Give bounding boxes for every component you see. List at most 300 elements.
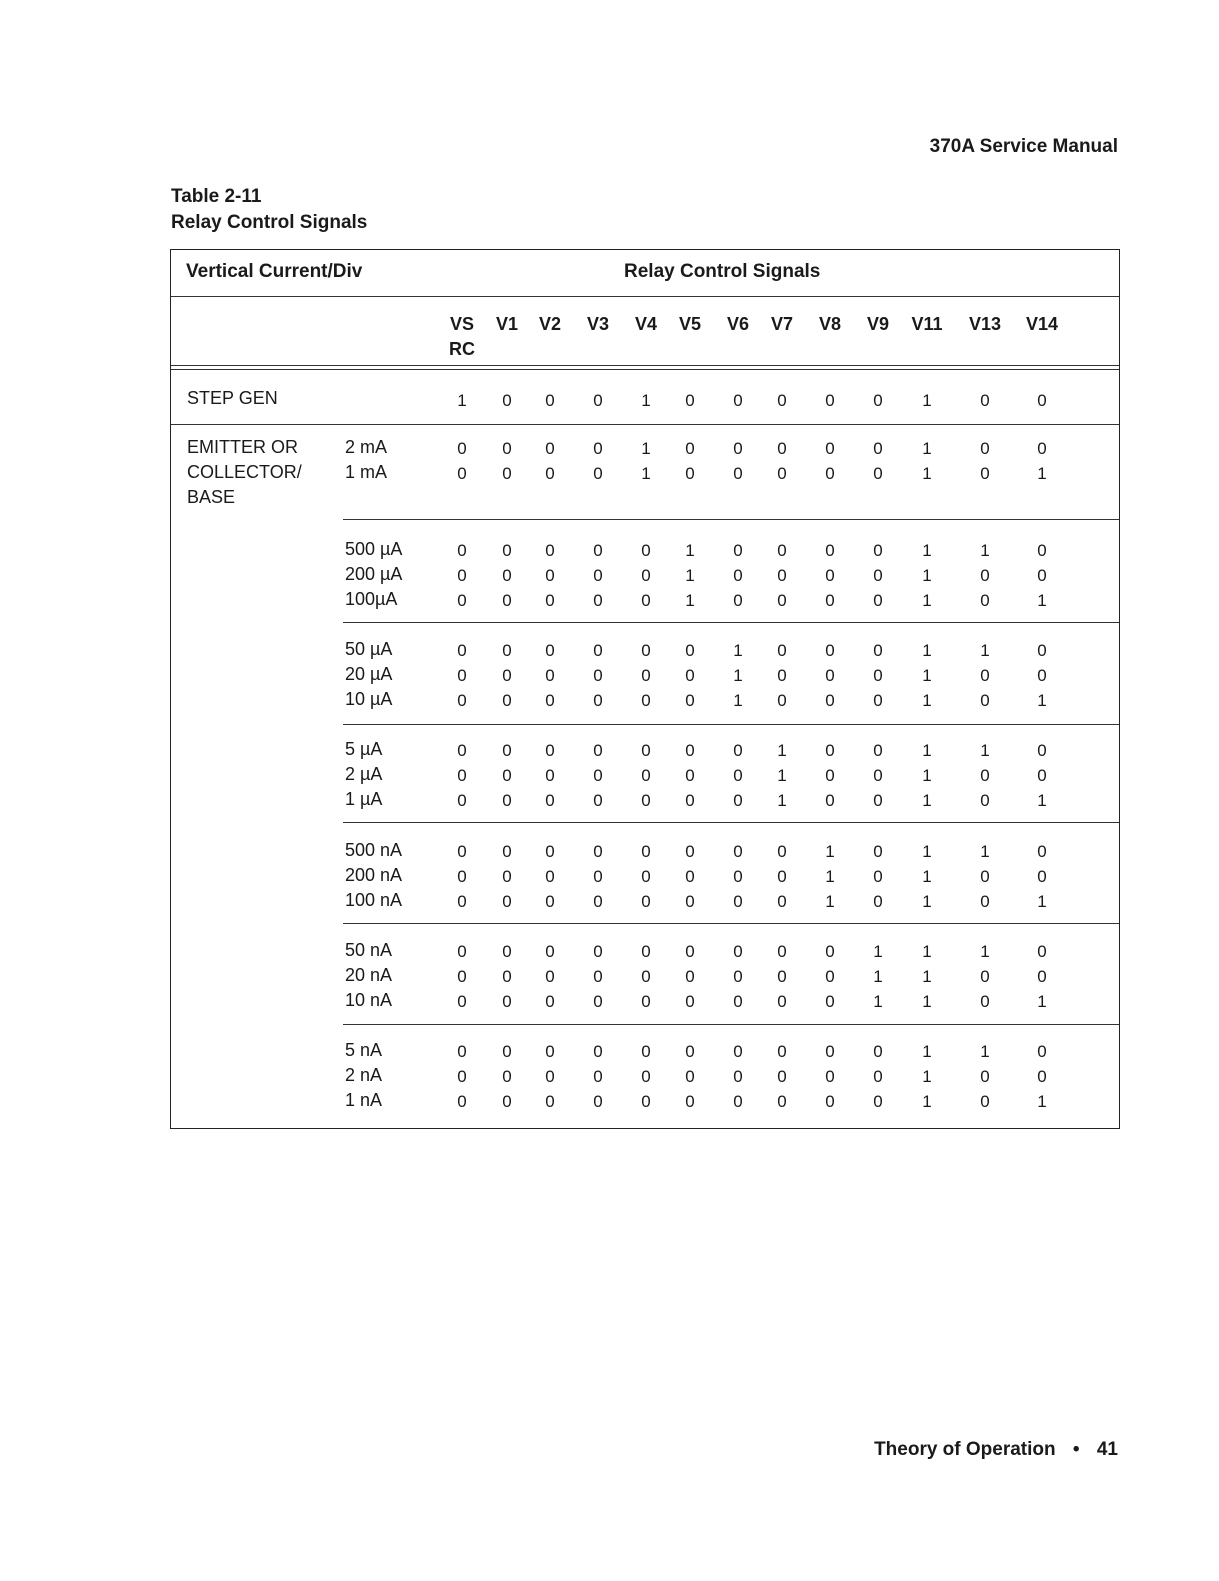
table-cell: 0 bbox=[685, 967, 695, 986]
table-cell: 1 bbox=[733, 691, 743, 710]
relay-control-table bbox=[170, 249, 1120, 1129]
table-cell: 0 bbox=[641, 867, 651, 886]
table-cell: 0 bbox=[502, 942, 512, 961]
current-range-label: 1 µA bbox=[345, 789, 383, 809]
table-cell: 0 bbox=[457, 992, 467, 1011]
column-header-line: V7 bbox=[770, 314, 794, 334]
current-range-label: 10 µA bbox=[345, 689, 393, 709]
table-cell: 0 bbox=[1037, 741, 1047, 760]
table-cell: 0 bbox=[777, 439, 787, 458]
table-cell: 0 bbox=[777, 591, 787, 610]
table-cell: 0 bbox=[825, 741, 835, 760]
current-range-label: 20 nA bbox=[345, 965, 393, 985]
current-range-label: 50 nA bbox=[345, 940, 393, 960]
table-cell: 1 bbox=[922, 1092, 932, 1111]
column-header-v14 bbox=[1017, 312, 1067, 337]
current-range-label: 100 nA bbox=[345, 890, 403, 910]
table-cell: 0 bbox=[1037, 439, 1047, 458]
table-cell: 1 bbox=[922, 842, 932, 861]
manual-title: 370A Service Manual bbox=[929, 136, 1118, 157]
table-cell: 0 bbox=[825, 666, 835, 685]
table-cell: 0 bbox=[685, 741, 695, 760]
table-cell: 0 bbox=[825, 1067, 835, 1086]
table-cell: 0 bbox=[641, 666, 651, 685]
table-cell: 0 bbox=[685, 1067, 695, 1086]
table-cell: 0 bbox=[593, 391, 603, 410]
table-cell: 0 bbox=[1037, 391, 1047, 410]
table-cell: 0 bbox=[641, 741, 651, 760]
table-cell: 0 bbox=[873, 842, 883, 861]
group-divider bbox=[343, 519, 1119, 520]
table-cell: 0 bbox=[545, 967, 555, 986]
table-cell: 0 bbox=[685, 1092, 695, 1111]
table-cell: 0 bbox=[825, 942, 835, 961]
table-cell: 0 bbox=[593, 1067, 603, 1086]
table-cell: 1 bbox=[733, 666, 743, 685]
table-cell: 0 bbox=[873, 641, 883, 660]
table-cell: 0 bbox=[1037, 666, 1047, 685]
table-cell: 0 bbox=[777, 691, 787, 710]
table-cell: 0 bbox=[873, 867, 883, 886]
table-cell: 0 bbox=[641, 1067, 651, 1086]
table-cell: 0 bbox=[502, 1042, 512, 1061]
table-cell: 0 bbox=[825, 967, 835, 986]
table-cell: 0 bbox=[457, 741, 467, 760]
table-cell: 0 bbox=[733, 867, 743, 886]
table-cell: 1 bbox=[777, 741, 787, 760]
table-cell: 0 bbox=[685, 791, 695, 810]
column-header-v13 bbox=[960, 312, 1010, 337]
group-divider bbox=[343, 1024, 1119, 1025]
current-range-label: 2 nA bbox=[345, 1065, 383, 1085]
table-cell: 0 bbox=[641, 791, 651, 810]
table-cell: 0 bbox=[1037, 541, 1047, 560]
emitter-collector-base-label: EMITTER OR bbox=[187, 437, 298, 457]
table-cell: 0 bbox=[545, 791, 555, 810]
table-cell: 0 bbox=[777, 1092, 787, 1111]
table-cell: 0 bbox=[873, 591, 883, 610]
table-cell: 1 bbox=[922, 591, 932, 610]
column-header-line: V1 bbox=[495, 314, 519, 334]
current-range-label: 500 µA bbox=[345, 539, 403, 559]
table-cell: 0 bbox=[457, 439, 467, 458]
current-range-label: 1 nA bbox=[345, 1090, 383, 1110]
table-cell: 0 bbox=[685, 867, 695, 886]
table-cell: 0 bbox=[777, 942, 787, 961]
table-cell: 0 bbox=[593, 867, 603, 886]
current-range-label: 1 mA bbox=[345, 462, 388, 482]
table-cell: 0 bbox=[733, 1067, 743, 1086]
table-cell: 0 bbox=[457, 766, 467, 785]
table-cell: 0 bbox=[685, 641, 695, 660]
table-cell: 1 bbox=[1037, 464, 1047, 483]
column-header-line: V4 bbox=[634, 314, 658, 334]
table-cell: 0 bbox=[502, 791, 512, 810]
column-header-line: V5 bbox=[678, 314, 702, 334]
table-cell: 0 bbox=[777, 666, 787, 685]
table-cell: 0 bbox=[777, 992, 787, 1011]
header-divider bbox=[171, 296, 1119, 297]
table-cell: 1 bbox=[641, 464, 651, 483]
table-cell: 0 bbox=[733, 566, 743, 585]
column-header-v11 bbox=[902, 312, 952, 337]
table-cell: 0 bbox=[733, 591, 743, 610]
table-cell: 0 bbox=[1037, 1042, 1047, 1061]
table-cell: 0 bbox=[502, 641, 512, 660]
table-cell: 0 bbox=[457, 1092, 467, 1111]
table-cell: 0 bbox=[502, 1067, 512, 1086]
table-cell: 0 bbox=[873, 741, 883, 760]
table-cell: 0 bbox=[825, 992, 835, 1011]
table-cell: 1 bbox=[922, 766, 932, 785]
column-header-v3 bbox=[573, 312, 623, 337]
table-cell: 0 bbox=[777, 867, 787, 886]
column-header-line: V3 bbox=[586, 314, 610, 334]
table-cell: 1 bbox=[873, 942, 883, 961]
column-header-v6 bbox=[713, 312, 763, 337]
table-cell: 1 bbox=[922, 892, 932, 911]
table-cell: 0 bbox=[825, 464, 835, 483]
table-cell: 1 bbox=[922, 641, 932, 660]
table-cell: 0 bbox=[1037, 867, 1047, 886]
table-cell: 0 bbox=[733, 1042, 743, 1061]
table-cell: 0 bbox=[873, 1092, 883, 1111]
table-cell: 1 bbox=[685, 591, 695, 610]
current-range-label: 100µA bbox=[345, 589, 398, 609]
table-cell: 0 bbox=[502, 541, 512, 560]
table-cell: 0 bbox=[457, 566, 467, 585]
table-cell: 0 bbox=[457, 867, 467, 886]
table-cell: 0 bbox=[457, 541, 467, 560]
table-cell: 0 bbox=[545, 641, 555, 660]
table-cell: 0 bbox=[457, 1042, 467, 1061]
table-cell: 0 bbox=[980, 967, 990, 986]
table-cell: 0 bbox=[777, 892, 787, 911]
current-range-label: 2 µA bbox=[345, 764, 383, 784]
table-cell: 1 bbox=[1037, 691, 1047, 710]
table-cell: 0 bbox=[593, 464, 603, 483]
table-cell: 0 bbox=[545, 1092, 555, 1111]
table-cell: 0 bbox=[545, 942, 555, 961]
table-cell: 1 bbox=[777, 766, 787, 785]
table-cell: 0 bbox=[873, 892, 883, 911]
step-gen-divider bbox=[171, 424, 1119, 425]
table-cell: 0 bbox=[873, 791, 883, 810]
table-cell: 0 bbox=[777, 541, 787, 560]
table-cell: 0 bbox=[641, 566, 651, 585]
column-header-line: V14 bbox=[1025, 314, 1059, 334]
table-cell: 0 bbox=[545, 566, 555, 585]
column-header-v9 bbox=[853, 312, 903, 337]
current-range-label: 10 nA bbox=[345, 990, 393, 1010]
table-cell: 1 bbox=[922, 464, 932, 483]
table-cell: 0 bbox=[685, 691, 695, 710]
table-cell: 0 bbox=[593, 691, 603, 710]
table-cell: 0 bbox=[685, 892, 695, 911]
table-cell: 0 bbox=[825, 591, 835, 610]
table-cell: 0 bbox=[733, 791, 743, 810]
table-cell: 0 bbox=[685, 766, 695, 785]
table-cell: 0 bbox=[873, 666, 883, 685]
table-cell: 0 bbox=[1037, 1067, 1047, 1086]
table-cell: 0 bbox=[980, 666, 990, 685]
table-cell: 1 bbox=[457, 391, 467, 410]
table-cell: 0 bbox=[777, 842, 787, 861]
table-cell: 0 bbox=[980, 439, 990, 458]
table-cell: 0 bbox=[825, 691, 835, 710]
table-cell: 1 bbox=[1037, 791, 1047, 810]
group-divider bbox=[343, 724, 1119, 725]
table-cell: 0 bbox=[777, 1067, 787, 1086]
table-cell: 0 bbox=[593, 766, 603, 785]
table-cell: 0 bbox=[545, 766, 555, 785]
table-cell: 0 bbox=[873, 691, 883, 710]
table-cell: 1 bbox=[980, 541, 990, 560]
table-cell: 1 bbox=[980, 942, 990, 961]
table-cell: 0 bbox=[685, 1042, 695, 1061]
table-cell: 1 bbox=[1037, 992, 1047, 1011]
table-cell: 0 bbox=[502, 992, 512, 1011]
table-cell: 1 bbox=[733, 641, 743, 660]
table-cell: 0 bbox=[593, 591, 603, 610]
table-cell: 1 bbox=[922, 791, 932, 810]
table-cell: 0 bbox=[733, 464, 743, 483]
table-cell: 0 bbox=[545, 741, 555, 760]
table-cell: 1 bbox=[641, 391, 651, 410]
table-cell: 0 bbox=[733, 439, 743, 458]
table-cell: 0 bbox=[545, 591, 555, 610]
table-cell: 0 bbox=[502, 766, 512, 785]
table-cell: 0 bbox=[545, 691, 555, 710]
table-cell: 0 bbox=[641, 541, 651, 560]
table-cell: 0 bbox=[593, 641, 603, 660]
table-cell: 0 bbox=[593, 566, 603, 585]
table-cell: 0 bbox=[502, 967, 512, 986]
page-number: 41 bbox=[1096, 1439, 1118, 1460]
table-cell: 0 bbox=[457, 591, 467, 610]
column-header-line: RC bbox=[449, 339, 475, 359]
current-range-label: 200 nA bbox=[345, 865, 403, 885]
table-cell: 0 bbox=[457, 967, 467, 986]
table-cell: 1 bbox=[825, 842, 835, 861]
table-cell: 0 bbox=[545, 892, 555, 911]
page-footer bbox=[874, 1439, 1118, 1461]
table-cell: 0 bbox=[545, 464, 555, 483]
table-cell: 0 bbox=[641, 691, 651, 710]
table-cell: 1 bbox=[685, 566, 695, 585]
table-cell: 0 bbox=[545, 867, 555, 886]
table-cell: 0 bbox=[457, 641, 467, 660]
table-cell: 1 bbox=[825, 867, 835, 886]
table-cell: 0 bbox=[593, 992, 603, 1011]
table-cell: 0 bbox=[873, 439, 883, 458]
table-cell: 0 bbox=[641, 591, 651, 610]
table-cell: 0 bbox=[502, 439, 512, 458]
table-cell: 0 bbox=[825, 439, 835, 458]
table-cell: 0 bbox=[685, 439, 695, 458]
table-cell: 0 bbox=[457, 464, 467, 483]
table-cell: 0 bbox=[545, 1067, 555, 1086]
table-cell: 0 bbox=[873, 766, 883, 785]
table-title: Relay Control Signals bbox=[171, 212, 368, 233]
table-cell: 0 bbox=[825, 766, 835, 785]
table-cell: 0 bbox=[1037, 566, 1047, 585]
table-cell: 0 bbox=[685, 992, 695, 1011]
table-cell: 0 bbox=[593, 942, 603, 961]
column-header-line: V2 bbox=[538, 314, 562, 334]
column-header-divider bbox=[171, 369, 1119, 370]
table-cell: 0 bbox=[980, 791, 990, 810]
table-cell: 1 bbox=[1037, 1092, 1047, 1111]
table-cell: 0 bbox=[502, 591, 512, 610]
table-cell: 1 bbox=[825, 892, 835, 911]
table-cell: 0 bbox=[733, 967, 743, 986]
step-gen-label: STEP GEN bbox=[187, 388, 278, 408]
table-cell: 1 bbox=[1037, 892, 1047, 911]
group-divider bbox=[343, 622, 1119, 623]
table-cell: 0 bbox=[980, 391, 990, 410]
current-range-label: 500 nA bbox=[345, 840, 403, 860]
table-cell: 1 bbox=[922, 691, 932, 710]
table-cell: 1 bbox=[922, 867, 932, 886]
table-cell: 1 bbox=[980, 1042, 990, 1061]
table-cell: 1 bbox=[922, 1042, 932, 1061]
table-cell: 0 bbox=[545, 842, 555, 861]
table-cell: 0 bbox=[777, 391, 787, 410]
table-cell: 0 bbox=[1037, 942, 1047, 961]
table-cell: 0 bbox=[980, 892, 990, 911]
table-cell: 0 bbox=[733, 842, 743, 861]
table-cell: 0 bbox=[980, 591, 990, 610]
table-cell: 0 bbox=[641, 892, 651, 911]
table-cell: 0 bbox=[685, 942, 695, 961]
table-cell: 0 bbox=[593, 666, 603, 685]
table-cell: 0 bbox=[825, 791, 835, 810]
table-cell: 0 bbox=[593, 741, 603, 760]
table-cell: 1 bbox=[922, 439, 932, 458]
table-cell: 0 bbox=[641, 1042, 651, 1061]
column-header-v2 bbox=[525, 312, 575, 337]
table-cell: 0 bbox=[502, 464, 512, 483]
table-cell: 0 bbox=[980, 464, 990, 483]
column-header-divider bbox=[171, 365, 1119, 366]
table-cell: 0 bbox=[545, 391, 555, 410]
table-cell: 0 bbox=[980, 1067, 990, 1086]
table-cell: 0 bbox=[873, 464, 883, 483]
table-cell: 0 bbox=[980, 1092, 990, 1111]
table-cell: 0 bbox=[825, 1042, 835, 1061]
table-cell: 1 bbox=[641, 439, 651, 458]
table-cell: 0 bbox=[457, 842, 467, 861]
table-cell: 0 bbox=[825, 541, 835, 560]
table-cell: 0 bbox=[873, 566, 883, 585]
table-cell: 1 bbox=[922, 967, 932, 986]
table-cell: 0 bbox=[1037, 766, 1047, 785]
table-cell: 0 bbox=[502, 867, 512, 886]
table-cell: 0 bbox=[873, 1042, 883, 1061]
table-cell: 0 bbox=[502, 741, 512, 760]
table-cell: 1 bbox=[980, 641, 990, 660]
table-cell: 0 bbox=[593, 1042, 603, 1061]
table-cell: 0 bbox=[825, 641, 835, 660]
table-cell: 0 bbox=[641, 641, 651, 660]
table-cell: 0 bbox=[777, 967, 787, 986]
table-cell: 1 bbox=[1037, 591, 1047, 610]
table-cell: 0 bbox=[457, 892, 467, 911]
column-header-line: V8 bbox=[818, 314, 842, 334]
table-cell: 0 bbox=[502, 566, 512, 585]
table-cell: 0 bbox=[502, 691, 512, 710]
column-header-line: V13 bbox=[968, 314, 1002, 334]
column-header-line: V6 bbox=[726, 314, 750, 334]
table-cell: 0 bbox=[457, 942, 467, 961]
column-header-v7 bbox=[757, 312, 807, 337]
table-cell: 0 bbox=[545, 439, 555, 458]
table-cell: 1 bbox=[980, 741, 990, 760]
column-header-line: V11 bbox=[911, 314, 943, 334]
table-cell: 0 bbox=[980, 867, 990, 886]
table-cell: 0 bbox=[685, 391, 695, 410]
group-divider bbox=[343, 923, 1119, 924]
current-range-label: 20 µA bbox=[345, 664, 393, 684]
table-cell: 0 bbox=[502, 1092, 512, 1111]
table-cell: 0 bbox=[1037, 842, 1047, 861]
table-cell: 0 bbox=[593, 541, 603, 560]
table-caption bbox=[171, 184, 367, 236]
table-cell: 0 bbox=[685, 666, 695, 685]
table-cell: 1 bbox=[922, 391, 932, 410]
table-cell: 1 bbox=[922, 666, 932, 685]
table-cell: 0 bbox=[593, 439, 603, 458]
column-header-line: VS bbox=[449, 314, 474, 334]
footer-section: Theory of Operation bbox=[874, 1439, 1056, 1460]
table-cell: 1 bbox=[873, 967, 883, 986]
table-cell: 0 bbox=[733, 766, 743, 785]
table-cell: 0 bbox=[685, 464, 695, 483]
table-cell: 1 bbox=[922, 942, 932, 961]
vertical-current-header: Vertical Current/Div bbox=[186, 261, 363, 282]
table-cell: 1 bbox=[980, 842, 990, 861]
table-cell: 0 bbox=[1037, 967, 1047, 986]
table-cell: 1 bbox=[922, 741, 932, 760]
table-cell: 0 bbox=[457, 791, 467, 810]
table-cell: 0 bbox=[641, 967, 651, 986]
table-cell: 0 bbox=[980, 766, 990, 785]
table-cell: 0 bbox=[733, 892, 743, 911]
table-cell: 0 bbox=[733, 541, 743, 560]
table-cell: 1 bbox=[922, 1067, 932, 1086]
current-range-label: 200 µA bbox=[345, 564, 403, 584]
table-cell: 0 bbox=[777, 464, 787, 483]
table-cell: 0 bbox=[641, 992, 651, 1011]
table-cell: 0 bbox=[502, 892, 512, 911]
table-cell: 0 bbox=[502, 666, 512, 685]
table-cell: 0 bbox=[593, 842, 603, 861]
column-header-v8 bbox=[805, 312, 855, 337]
table-cell: 0 bbox=[825, 566, 835, 585]
table-cell: 1 bbox=[922, 992, 932, 1011]
table-cell: 0 bbox=[641, 766, 651, 785]
column-header-v4 bbox=[621, 312, 671, 337]
column-header-line: V9 bbox=[866, 314, 890, 334]
table-cell: 0 bbox=[777, 1042, 787, 1061]
table-cell: 0 bbox=[545, 992, 555, 1011]
table-cell: 1 bbox=[922, 566, 932, 585]
table-cell: 0 bbox=[825, 391, 835, 410]
table-cell: 1 bbox=[777, 791, 787, 810]
current-range-label: 5 µA bbox=[345, 739, 383, 759]
current-range-label: 5 nA bbox=[345, 1040, 383, 1060]
